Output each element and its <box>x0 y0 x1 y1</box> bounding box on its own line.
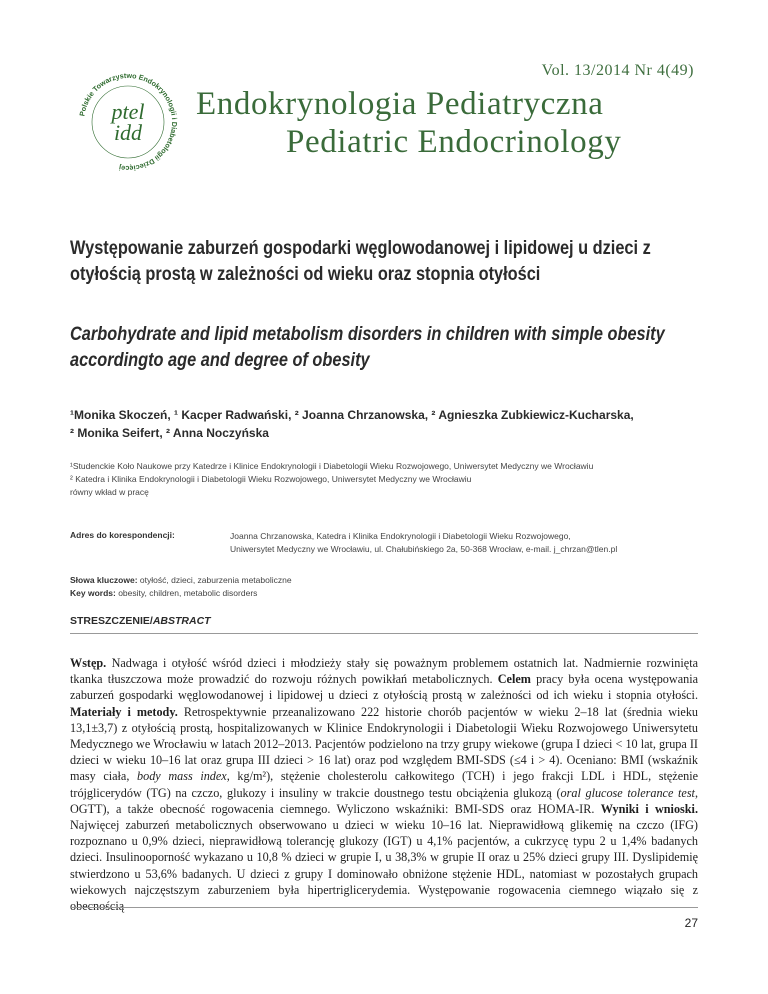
authors-line-1: ¹Monika Skoczeń, ¹ Kacper Radwański, ² Joanna Chrzanowska, ² Agnieszka Zubkiewicz-Kucharska, <box>70 408 634 422</box>
correspondence-line-1: Joanna Chrzanowska, Katedra i Klinika Endokrynologii i Diabetologii Wieku Rozwojowego, <box>230 531 571 541</box>
logo-mono-top: ptel <box>111 99 145 124</box>
authors <box>70 406 710 442</box>
abstract-rule <box>70 633 698 634</box>
affiliation-note: równy wkład w pracę <box>70 487 149 497</box>
abstract-body: Wstęp. Nadwaga i otyłość wśród dzieci i młodzieży stały się poważnym problemem ostatnich lat. Nadmiernie rozwinięta tkanka tłuszczowa może prowadzić do rozwoju różnych powikłań metabolicznych. Celem pracy była ocena występowania zaburzeń gospodarki węglowodanowej i lipidowej u dzieci z otyłością prostą w zależności od ich wieku i stopnia otyłości. Materiały i metody. Retrospektywnie przeanalizowano 222 historie chorób pacjentów w wieku 2–18 lat (średnia wieku 13,1±3,7) z otyłością prostą, hospitalizowanych w Klinice Endokrynologii i Diabetologii Wieku Rozwojowego Uniwersytetu Medycznego we Wrocławiu w latach 2012–2013. Pacjentów podzielono na trzy grupy wiekowe (grupa I dzieci < 10 lat, grupa II dzieci w wieku 10–16 lat oraz grupa III dzieci > 16 lat) oraz pod względem BMI-SDS (≤4 i > 4). Oceniano: BMI (wskaźnik masy ciała, body mass index, kg/m²), stężenie cholesterolu całkowitego (TCH) i jego frakcji LDL i HDL, stężenie trójglicerydów (TG) na czczo, glukozy i insuliny w trakcie doustnego testu obciążenia glukozą (oral glucose tolerance test, OGTT), a także obecność rogowacenia ciemnego. Wyliczono wskaźniki: BMI-SDS oraz HOMA-IR. Wyniki i wnioski. Najwięcej zaburzeń metabolicznych obserwowano u dzieci w wieku 10–16 lat. Nieprawidłową glikemię na czczo (IFG) rozpoznano u 0,9% dzieci, nieprawidłową tolerancję glukozy (IGT) u 4,1% pacjentów, a cukrzycę typu 2 u 1,4% badanych dzieci. Insulinooporność wykazano u 10,8 % dzieci w grupie I, u 38,3% w grupie II oraz u 25% dzieci grupy III. Dyslipidemię stwierdzono u 53,6% badanych. U dzieci z grupy I dominowało obniżone stężenie HDL, natomiast w pozostałych grupach wiekowych najczęstszym zaburzeniem była hipertriglicerydemia. Występowanie rogowacenia ciemnego wiązało się z obecnością <box>70 656 699 914</box>
page-number: 27 <box>684 916 698 930</box>
keywords-en: Key words: obesity, children, metabolic disorders <box>70 588 258 598</box>
correspondence-text <box>230 530 690 556</box>
affiliations <box>70 460 710 499</box>
abstract-heading: STRESZCZENIE/ABSTRACT <box>70 615 211 627</box>
logo-mono-bottom: idd <box>113 120 143 145</box>
journal-title-pl: Endokrynologia Pediatryczna <box>196 86 604 122</box>
correspondence-line-2: Uniwersytet Medyczny we Wrocławiu, ul. Chałubińskiego 2a, 50-368 Wrocław, e-mail. j_chrzan@tlen.pl <box>230 544 618 554</box>
article-title-pl: Występowanie zaburzeń gospodarki węglowodanowej i lipidowej u dzieci z otyłością prostą w zależności od wieku oraz stopnia otyłości <box>70 238 651 285</box>
keywords-pl: Słowa kluczowe: otyłość, dzieci, zaburzenia metaboliczne <box>70 575 292 585</box>
society-logo <box>76 70 180 174</box>
authors-line-2: ² Monika Seifert, ² Anna Noczyńska <box>70 426 269 440</box>
correspondence-label: Adres do korespondencji: <box>70 530 175 540</box>
footer-rule <box>70 907 698 908</box>
journal-title-en: Pediatric Endocrinology <box>286 124 622 160</box>
article-title-en: Carbohydrate and lipid metabolism disorders in children with simple obesity accordingto age and degree of obesity <box>70 324 665 371</box>
affiliation-1: ¹Studenckie Koło Naukowe przy Katedrze i Klinice Endokrynologii i Diabetologii Wieku Rozwojowego, Uniwersytet Medyczny we Wrocławiu <box>70 461 594 471</box>
keywords <box>70 574 710 600</box>
logo-ring-text: Polskie Towarzystwo Endokrynologii i Diabetologii Dziecięcej <box>77 70 180 174</box>
affiliation-2: ² Katedra i Klinika Endokrynologii i Diabetologii Wieku Rozwojowego, Uniwersytet Medyczny we Wrocławiu <box>70 474 472 484</box>
volume-label: Vol. 13/2014 Nr 4(49) <box>541 62 694 79</box>
